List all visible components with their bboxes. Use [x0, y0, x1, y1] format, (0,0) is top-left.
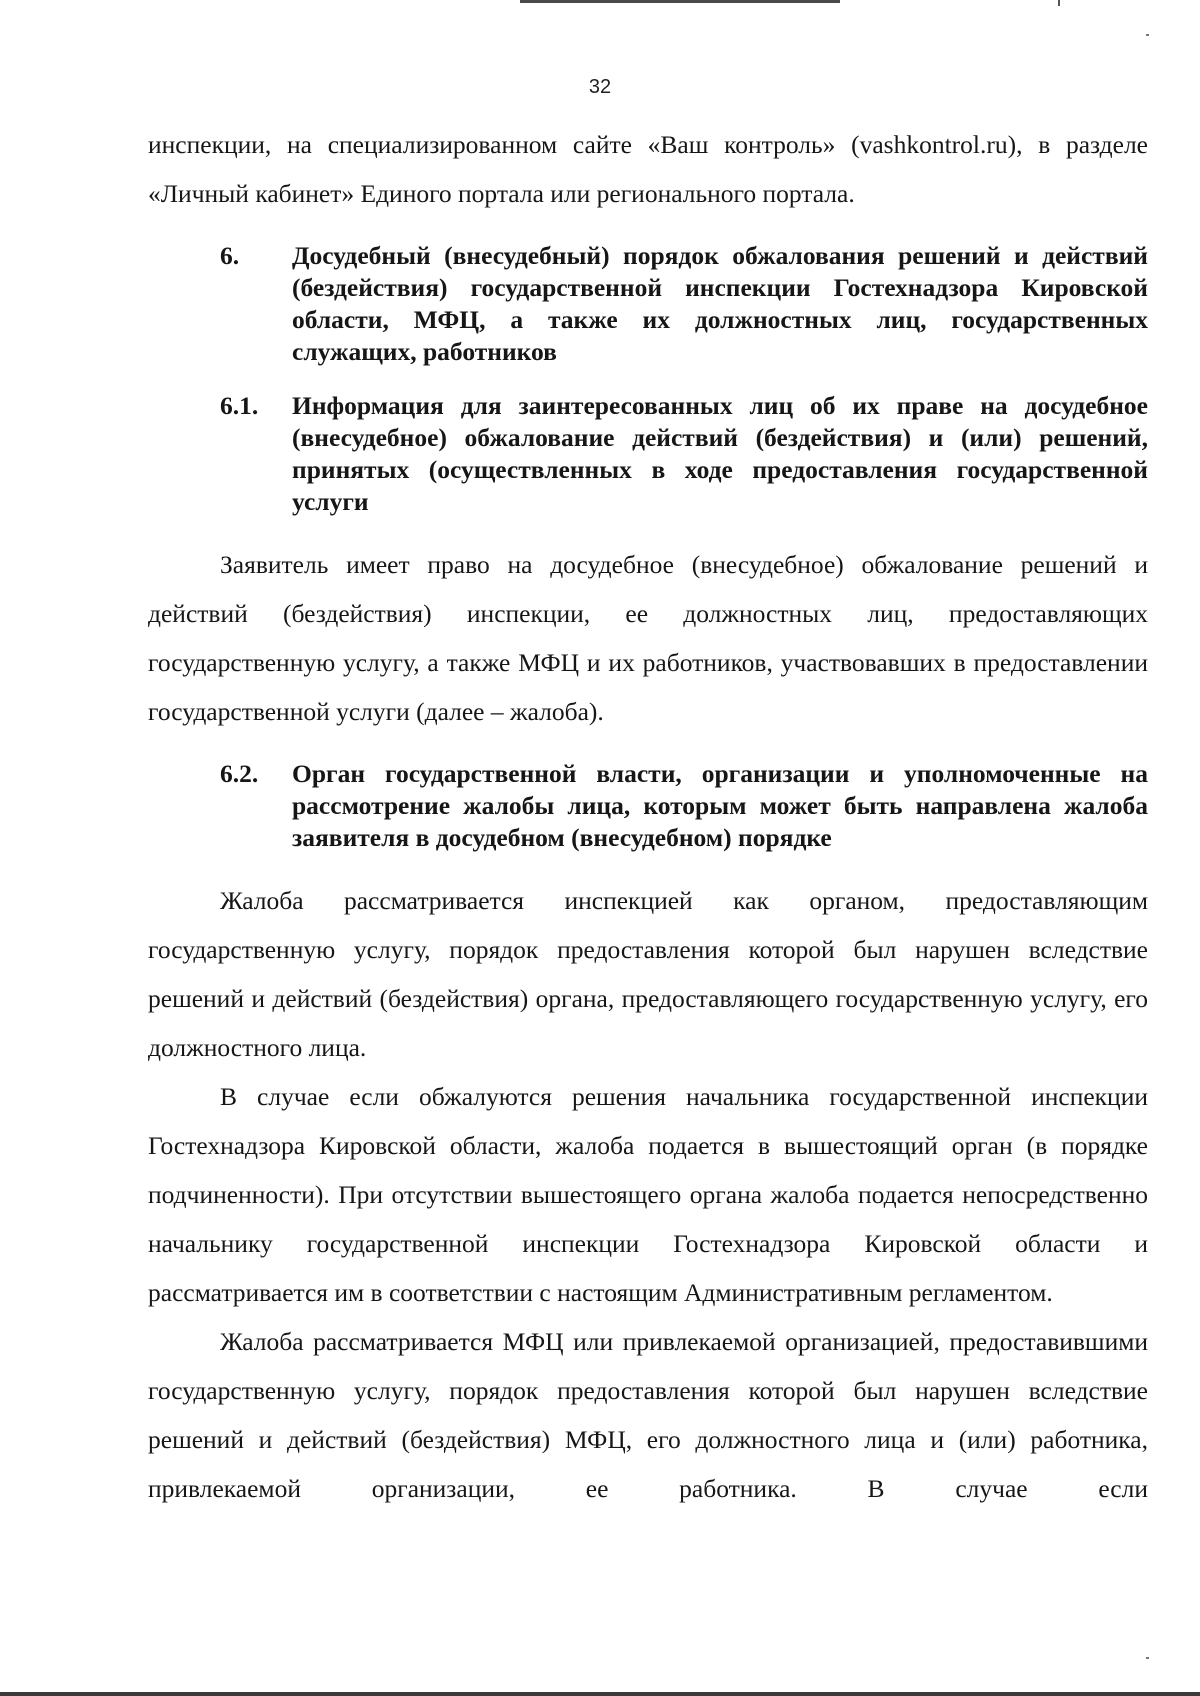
paragraph-inspection-review: Жалоба рассматривается инспекцией как органом, предоставляющим государственную услугу, порядок предоставления которой был нарушен вследствие решений и действий (бездействия) органа, предоставляющего государственную услугу, его должностного лица. [148, 886, 1148, 1062]
section-6-1-number: 6.1. [220, 391, 259, 420]
scan-top-edge-line [520, 0, 840, 3]
section-6-2-heading [148, 758, 1148, 854]
scan-top-edge-mark [1058, 0, 1060, 6]
section-6-heading [148, 240, 1148, 368]
section-6-1-heading [148, 390, 1148, 518]
document-body [148, 120, 1148, 1513]
scan-speck [1146, 1657, 1149, 1659]
page-number-text: 32 [588, 76, 612, 98]
section-6-2-title: Орган государственной власти, организации и уполномоченные на рассмотрение жалобы лица, которым может быть направлена жалоба заявителя в досудебном (внесудебном) порядке [292, 759, 1148, 852]
section-6-1-title: Информация для заинтересованных лиц об их праве на досудебное (внесудебное) обжалование действий (бездействия) и (или) решений, принятых (осуществленных в ходе предоставления государственной услуги [292, 391, 1148, 516]
scan-bottom-edge-line [0, 1692, 1200, 1696]
section-6-number: 6. [220, 241, 240, 270]
paragraph-mfc-review: Жалоба рассматривается МФЦ или привлекаемой организацией, предоставившими государственную услугу, порядок предоставления которой был нарушен вследствие решений и действий (бездействия) МФЦ, его должностного лица и (или) работника, привлекаемой организации, ее работника. В случае если [148, 1327, 1148, 1503]
paragraph-appeal-right: Заявитель имеет право на досудебное (внесудебное) обжалование решений и действий (бездействия) инспекции, ее должностных лиц, предоставляющих государственную услугу, а также МФЦ и их работников, участвовавших в предоставлении государственной услуги (далее – жалоба). [148, 550, 1148, 726]
paragraph-chief-appeal: В случае если обжалуются решения начальника государственной инспекции Гостехнадзора Кировской области, жалоба подается в вышестоящий орган (в порядке подчиненности). При отсутствии вышестоящего органа жалоба подается непосредственно начальнику государственной инспекции Гостехнадзора Кировской области и рассматривается им в соответствии с настоящим Административным регламентом. [148, 1082, 1148, 1307]
paragraph-intro: инспекции, на специализированном сайте «Ваш контроль» (vashkontrol.ru), в разделе «Личный кабинет» Единого портала или регионального портала. [148, 130, 1148, 208]
section-6-title: Досудебный (внесудебный) порядок обжалования решений и действий (бездействия) государственной инспекции Гостехнадзора Кировской области, МФЦ, а также их должностных лиц, государственных служащих, работников [292, 241, 1148, 366]
page-number [0, 76, 1200, 99]
section-6-2-number: 6.2. [220, 759, 259, 788]
scan-speck [1146, 34, 1149, 36]
